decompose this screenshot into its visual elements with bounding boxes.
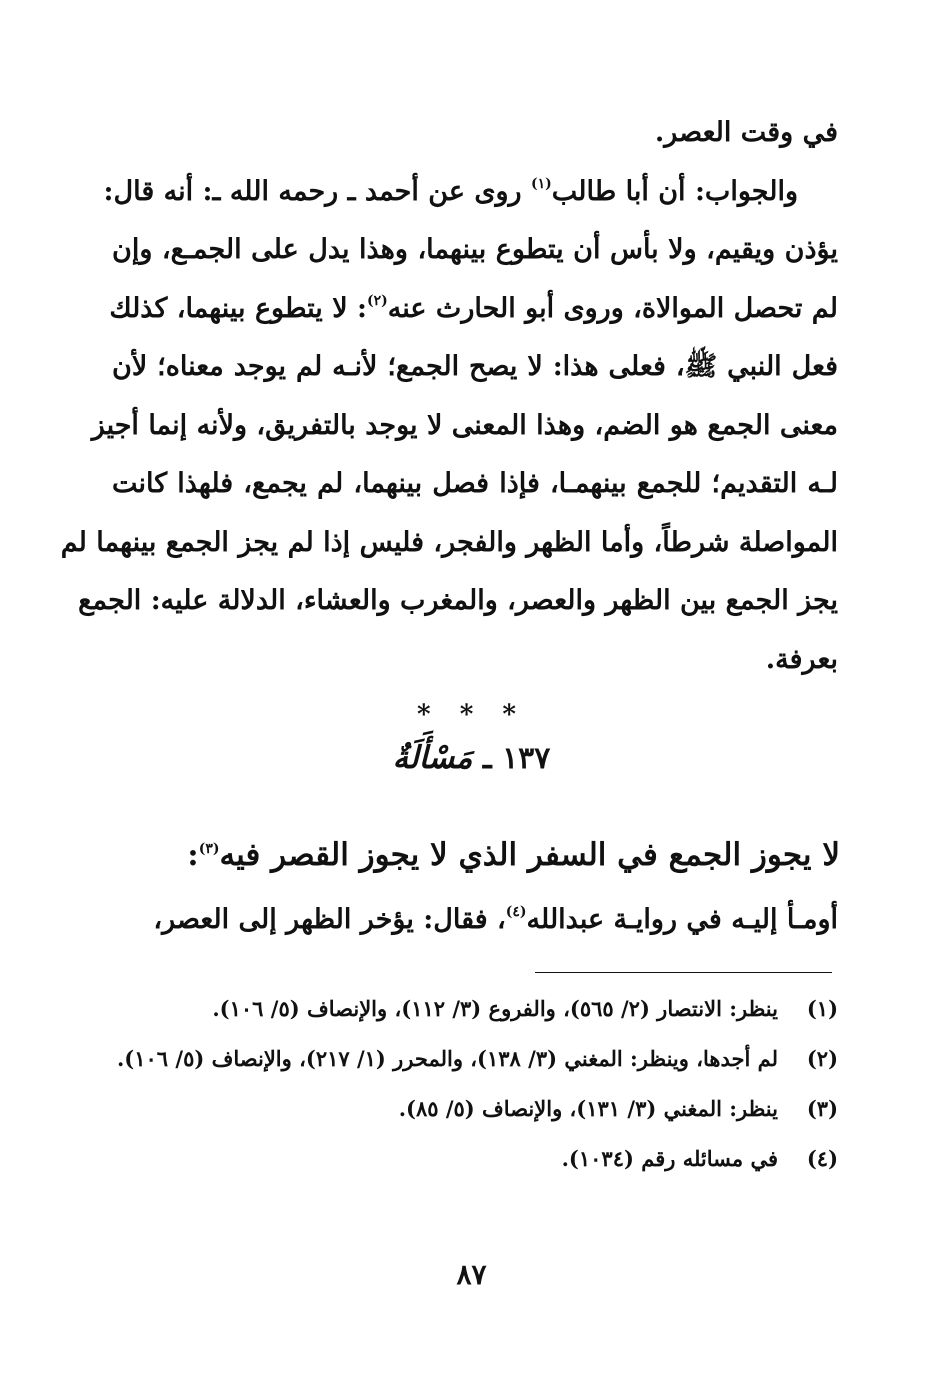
footnote-number: (٢) <box>806 1046 838 1071</box>
body-line-2-b: روى عن أحمد ـ رحمه الله ـ: أنه قال: <box>103 175 531 207</box>
body-line-4-a: لم تحصل الموالاة، وروى أبو الحارث عنه <box>387 292 838 324</box>
footnote-number: (٤) <box>806 1146 838 1171</box>
body-line-7: لـه التقديم؛ للجمع بينهمـا، فإذا فصل بينهما، لم يجمع، فلهذا كانت <box>112 468 838 499</box>
body-line-5: فعل النبي ﷺ، فعلى هذا: لا يصح الجمع؛ لأنـه لم يوجد معناه؛ لأن <box>112 351 838 382</box>
footnote-ref-2[interactable]: (٢) <box>366 292 388 309</box>
footnote-text: ينظر: المغني (٣/ ١٣١)، والإنصاف (٥/ ٨٥). <box>398 1096 778 1121</box>
section-title-text: لا يجوز الجمع في السفر الذي لا يجوز القصر فيه <box>219 837 840 873</box>
section-title <box>100 830 840 880</box>
page-number: ٨٧ <box>456 1258 487 1291</box>
body-text <box>60 104 838 689</box>
body-line-8: المواصلة شرطاً، وأما الظهر والفجر، فليس إذا لم يجز الجمع بينهما لم <box>60 526 838 558</box>
footnote-text: ينظر: الانتصار (٢/ ٥٦٥)، والفروع (٣/ ١١٢)، والإنصاف (٥/ ١٠٦). <box>212 996 778 1021</box>
issue-dash: ـ <box>482 741 492 776</box>
footnote-ref-3[interactable]: (٣) <box>198 841 220 857</box>
section-separator: * * * <box>417 700 526 730</box>
footnote-divider <box>535 972 832 973</box>
lead-line <box>112 892 838 948</box>
body-line-10: بعرفة. <box>765 643 838 675</box>
body-line-4 <box>109 280 838 339</box>
lead-line-a: أومـأ إليـه في روايـة عبدالله <box>526 904 838 935</box>
issue-heading <box>0 736 943 781</box>
footnote-2 <box>112 1036 838 1082</box>
footnote-number: (٣) <box>806 1096 838 1121</box>
issue-number: ١٣٧ <box>502 741 551 776</box>
body-line-2-a: والجواب: أن أبا طالب <box>551 175 798 207</box>
body-line-9: يجز الجمع بين الظهر والعصر، والمغرب والعشاء، الدلالة عليه: الجمع <box>78 585 838 616</box>
footnote-number: (١) <box>806 996 838 1021</box>
footnote-text: في مسائله رقم (١٠٣٤). <box>561 1146 778 1171</box>
footnote-ref-4[interactable]: (٤) <box>505 904 527 920</box>
body-line-4-b: : لا يتطوع بينهما، كذلك <box>109 292 367 324</box>
body-line-3: يؤذن ويقيم، ولا بأس أن يتطوع بينهما، وهذا يدل على الجمـع، وإن <box>112 234 838 265</box>
footnote-text: لم أجدها، وينظر: المغني (٣/ ١٣٨)، والمحرر (١/ ٢١٧)، والإنصاف (٥/ ١٠٦). <box>117 1046 778 1071</box>
body-line-2 <box>103 163 838 222</box>
lead-line-b: ، فقال: يؤخر الظهر إلى العصر، <box>153 904 506 935</box>
body-line-1: في وقت العصر. <box>654 117 838 148</box>
body-line-6: معنى الجمع هو الضم، وهذا المعنى لا يوجد بالتفريق، ولأنه إنما أجيز <box>91 409 838 441</box>
section-title-colon: : <box>187 837 199 873</box>
footnotes <box>112 986 838 1186</box>
footnote-4 <box>112 1136 838 1182</box>
footnote-1 <box>112 986 838 1032</box>
footnote-3 <box>112 1086 838 1132</box>
footnote-ref-1[interactable]: (١) <box>530 175 552 192</box>
issue-label: مَسْأَلَةٌ <box>392 740 473 776</box>
